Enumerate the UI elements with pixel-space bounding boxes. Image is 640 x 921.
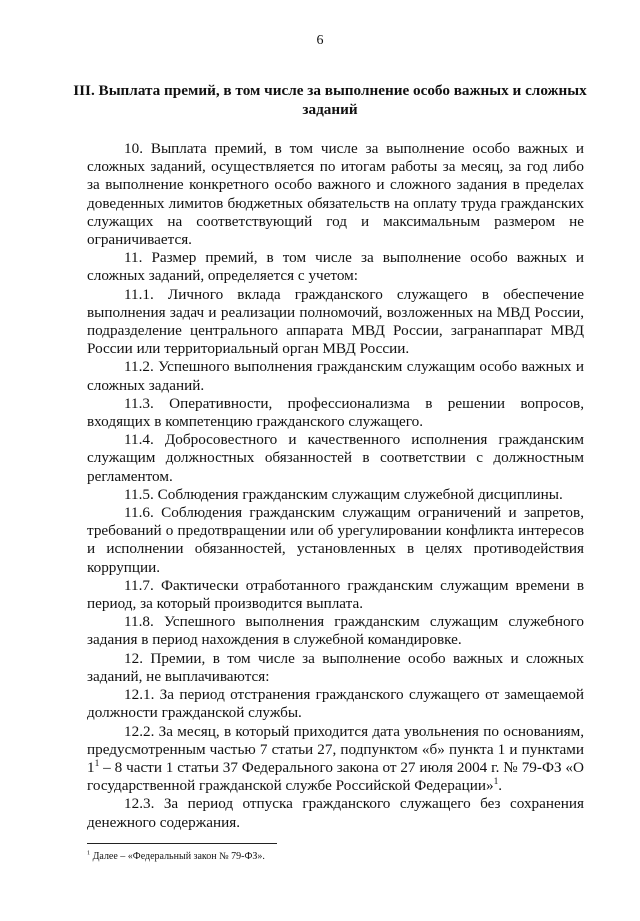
paragraph-10: 10. Выплата премий, в том числе за выполнение особо важных и сложных заданий, осуществляется по итогам работы за месяц, за год либо за выполнение конкретного особо важного и сложного задания в пределах доведенных лимитов бюджетных обязательств на оплату труда гражданских служащих на соответствующий год и максимальным размером не ограничивается.: [87, 140, 584, 249]
paragraph-12-2-part-b: – 8 части 1 статьи 37 Федерального закона от 27 июля 2004 г. № 79-ФЗ «О государственной гражданской службе Российской Федерации»: [87, 758, 584, 795]
section-title: III. Выплата премий, в том числе за выполнение особо важных и сложных заданий: [73, 82, 587, 118]
document-body: [87, 140, 584, 832]
paragraph-12: 12. Премии, в том числе за выполнение особо важных и сложных заданий, не выплачиваются:: [87, 649, 584, 685]
paragraph-12-2-part-c: .: [498, 777, 503, 795]
paragraph-11-3: 11.3. Оперативности, профессионализма в решении вопросов, входящих в компетенцию гражданского служащего.: [87, 394, 584, 431]
footnote-reference[interactable]: 1: [493, 777, 499, 788]
paragraph-11-7: 11.7. Фактически отработанного гражданским служащим времени в период, за который производится выплата.: [87, 576, 584, 613]
paragraph-12-2-part-a: 12.2. За месяц, в который приходится дата увольнения по основаниям, предусмотренным частью 7 статьи 27, подпунктом «б» пункта 1 и пунктами 1: [87, 722, 584, 776]
paragraph-11-6: 11.6. Соблюдения гражданским служащим ограничений и запретов, требований о предотвращении или об урегулировании конфликта интересов и исполнении обязанностей, установленных в целях противодействия коррупции.: [87, 504, 584, 576]
paragraph-11-5: 11.5. Соблюдения гражданским служащим служебной дисциплины.: [124, 485, 563, 503]
paragraph-11-8: 11.8. Успешного выполнения гражданским служащим служебного задания в период нахождения в служебной командировке.: [87, 613, 584, 649]
page-number: 6: [316, 33, 324, 48]
paragraph-11-2: 11.2. Успешного выполнения гражданским служащим особо важных и сложных заданий.: [87, 358, 584, 394]
footnote-marker: 1: [87, 849, 91, 857]
paragraph-11: 11. Размер премий, в том числе за выполнение особо важных и сложных заданий, определяется с учетом:: [87, 249, 584, 285]
paragraph-12-3: 12.3. За период отпуска гражданского служащего без сохранения денежного содержания.: [87, 795, 584, 831]
footnote-divider: [87, 843, 277, 844]
footnote-text: Далее – «Федеральный закон № 79-ФЗ».: [90, 851, 265, 862]
footnote: [87, 851, 265, 863]
paragraph-12-2: [87, 723, 584, 796]
paragraph-11-1: 11.1. Личного вклада гражданского служащего в обеспечение выполнения задач и реализации полномочий, возложенных на МВД России, подразделение центрального аппарата МВД России, загранаппарат МВД России или территориальный орган МВД России.: [87, 285, 584, 358]
superscript-1: 1: [94, 758, 100, 769]
paragraph-12-1: 12.1. За период отстранения гражданского служащего от замещаемой должности гражданской службы.: [87, 686, 584, 722]
paragraph-11-4: 11.4. Добросовестного и качественного исполнения гражданским служащим должностных обязанностей в соответствии с должностным регламентом.: [87, 431, 584, 485]
